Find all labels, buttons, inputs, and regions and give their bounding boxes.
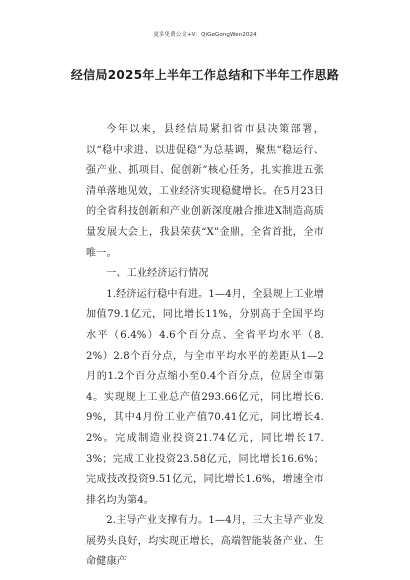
section-heading: 一、工业经济运行情况	[106, 268, 209, 280]
paragraph-leading-industries: 2.主导产业支撑有力。1—4月，三大主导产业发展势头良好，均实现正增长，高端智能装备产业、生命健康产	[86, 515, 324, 568]
header-note: 更多免费公文+V：QiGeGongWen2024	[153, 32, 257, 38]
paragraph-intro: 今年以来，县经信局紧扣省市县决策部署，以“稳中求进、以进促稳”为总基调，聚焦“稳运行、强产业、抓项目、促创新”核心任务，扎实推进五张清单落地见效，工业经济实现稳健增长。在5月23日的全省科技创新和产业创新深度融合推进X制造高质量发展大会上，我县荣获“X”金鼎，全省首批，全市唯一。	[86, 124, 324, 259]
paragraph-economic-operation: 1.经济运行稳中有进。1—4月，全县规上工业增加值79.1亿元，同比增长11%，分别高于全国平均水平（6.4%）4.6个百分点、全省平均水平（8.2%）2.8个百分点，与全市平均水平的差距从1—2月的1.2个百分点缩小至0.4个百分点，位居全市第4。实现规上工业总产值293.66亿元，同比增长6.9%，其中4月份工业产值70.41亿元，同比增长4.2%。完成制造业投资21.74亿元，同比增长17.3%；完成工业投资23.58亿元，同比增长16.6%；完成技改投资9.51亿元，同比增长1.6%，增速全市排名均为第4。	[86, 288, 324, 506]
document-body	[86, 120, 324, 573]
document-title: 经信局2025年上半年工作总结和下半年工作思路	[70, 68, 340, 82]
